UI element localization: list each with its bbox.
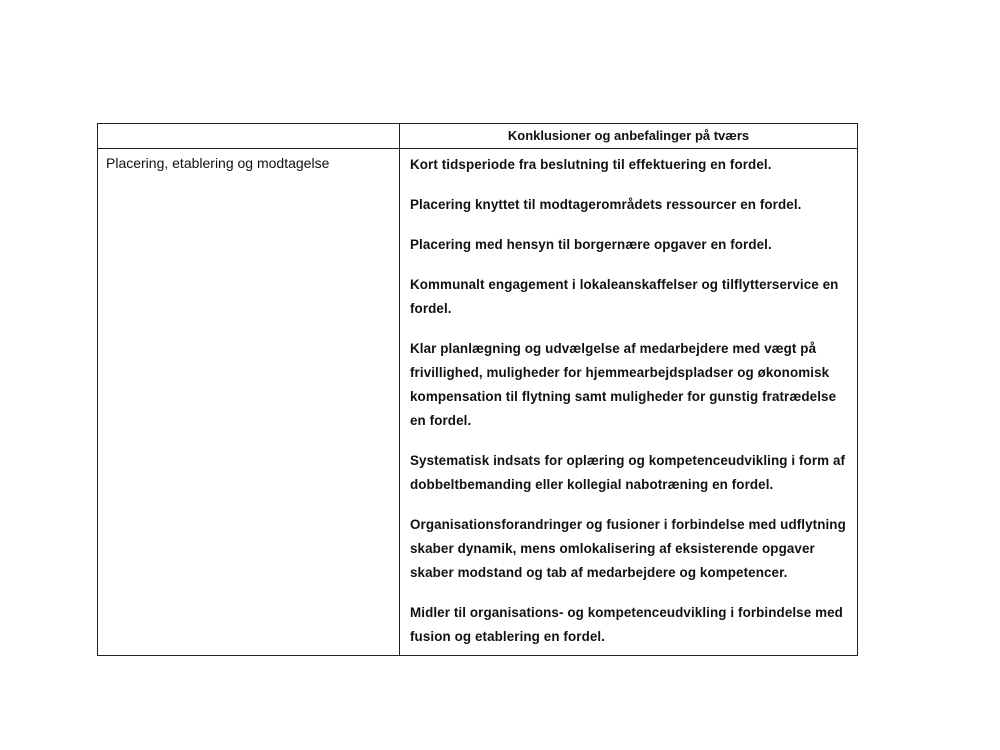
conclusion-paragraph: Midler til organisations- og kompetenceudvikling i forbindelse med fusion og etablering en fordel. [410, 605, 843, 644]
conclusion-paragraph: Placering knyttet til modtagerområdets ressourcer en fordel. [410, 197, 802, 212]
table-row [98, 149, 858, 656]
header-right-cell: Konklusioner og anbefalinger på tværs [400, 124, 858, 149]
conclusions-cell [400, 149, 858, 656]
conclusions-table [97, 123, 858, 656]
conclusion-paragraph: Organisationsforandringer og fusioner i forbindelse med udflytning skaber dynamik, mens omlokalisering af eksisterende opgaver skaber modstand og tab af medarbejdere og kompetencer. [410, 517, 846, 580]
conclusion-paragraph: Kommunalt engagement i lokaleanskaffelser og tilflytterservice en fordel. [410, 277, 839, 316]
table-header-row [98, 124, 858, 149]
header-left-cell [98, 124, 400, 149]
row-label: Placering, etablering og modtagelse [106, 155, 330, 171]
conclusion-paragraph: Systematisk indsats for oplæring og kompetenceudvikling i form af dobbeltbemanding eller kollegial nabotræning en fordel. [410, 453, 846, 492]
conclusion-paragraph: Kort tidsperiode fra beslutning til effektuering en fordel. [410, 157, 772, 172]
conclusion-paragraph: Klar planlægning og udvælgelse af medarbejdere med vægt på frivillighed, muligheder for hjemmearbejdspladser og økonomisk kompensation til flytning samt muligheder for gunstig fratrædelse en fordel. [410, 341, 837, 428]
conclusion-paragraph: Placering med hensyn til borgernære opgaver en fordel. [410, 237, 772, 252]
row-label-cell [98, 149, 400, 656]
